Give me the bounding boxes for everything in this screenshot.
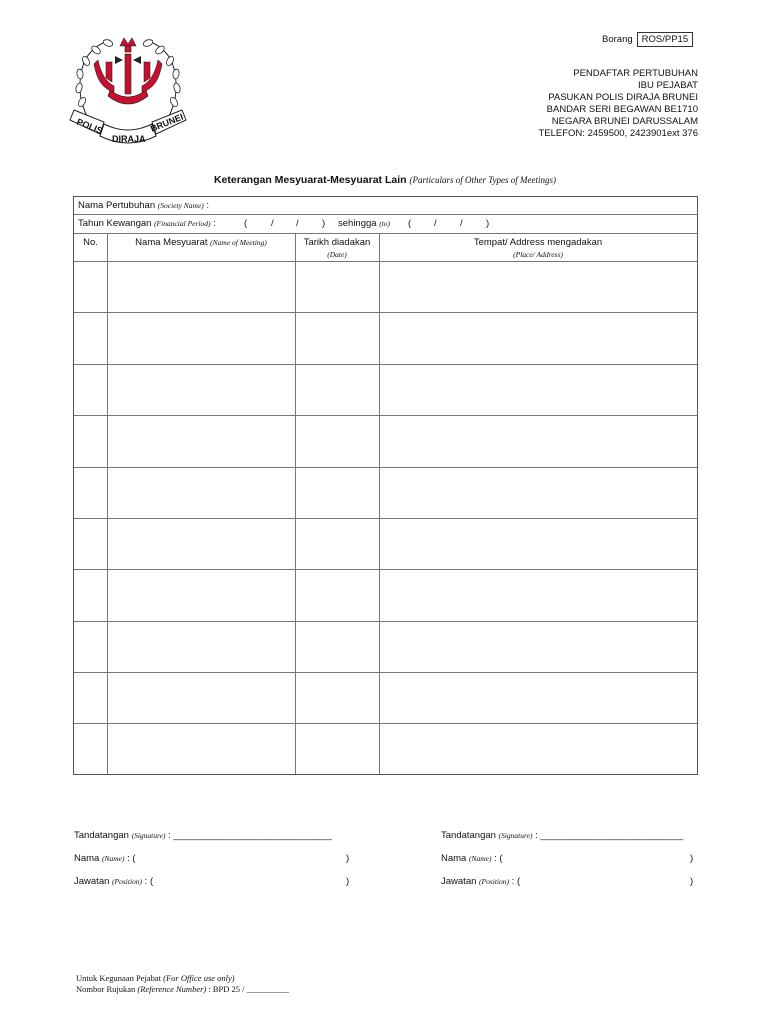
right-signature-line[interactable]: ___________________________ — [540, 830, 684, 841]
office-use-section — [76, 973, 289, 995]
financial-open-paren-2: ( — [408, 218, 412, 229]
column-header-no: No. — [83, 237, 98, 248]
logo-text-right: BRUNEI — [149, 111, 185, 134]
financial-until-label: sehingga — [338, 218, 377, 229]
column-header-place: Tempat/ Address mengadakan (Place/ Address) — [473, 237, 603, 259]
financial-until-group — [338, 218, 390, 229]
office-use-line: Untuk Kegunaan Pejabat (For Office use only) — [76, 973, 235, 983]
form-title-main: Keterangan Mesyuarat-Mesyuarat Lain — [213, 174, 407, 186]
form-code — [602, 32, 693, 47]
society-name-colon: : — [206, 200, 210, 211]
address-line: IBU PEJABAT — [637, 80, 698, 91]
left-position-field[interactable]: Jawatan (Position) : ( — [74, 876, 154, 887]
form-title-translation: (Particulars of Other Types of Meetings) — [409, 175, 557, 185]
column-header-meeting-name: Nama Mesyuarat (Name of Meeting) — [135, 237, 267, 248]
left-name-field[interactable]: Nama (Name) : ( — [74, 853, 136, 864]
address-line: TELEFON: 2459500, 2423901ext 376 — [538, 128, 698, 139]
society-name-label: Nama Pertubuhan — [78, 200, 156, 211]
financial-to-day-month-slash[interactable]: / — [434, 218, 437, 229]
right-position-close-paren: ) — [690, 876, 694, 887]
financial-close-paren: ) — [322, 218, 326, 229]
form-title — [0, 174, 770, 186]
society-name-translation: (Society Name) — [157, 201, 204, 210]
address-line: BANDAR SERI BEGAWAN BE1710 — [546, 104, 698, 115]
address-line: PENDAFTAR PERTUBUHAN — [573, 68, 698, 79]
column-header-date: Tarikh diadakan (Date) — [303, 237, 371, 259]
left-signature-line[interactable]: ______________________________ — [173, 830, 332, 841]
financial-period-colon: : — [213, 218, 216, 229]
form-code-label: Borang — [602, 34, 633, 45]
left-position-close-paren: ) — [346, 876, 350, 887]
left-name-close-paren: ) — [346, 853, 350, 864]
financial-from-month-year-slash[interactable]: / — [296, 218, 299, 229]
reference-number-field[interactable]: Nombor Rujukan (Reference Number) : BPD 25 / __________ — [76, 984, 290, 994]
right-position-field[interactable]: Jawatan (Position) : ( — [441, 876, 521, 887]
financial-open-paren: ( — [244, 218, 248, 229]
financial-close-paren-2: ) — [486, 218, 490, 229]
left-signature-field[interactable]: Tandatangan (Signature) : ______________________________ — [74, 830, 332, 841]
right-name-close-paren: ) — [690, 853, 694, 864]
logo-text-left: POLIS — [75, 116, 105, 136]
office-address — [538, 68, 698, 140]
right-name-field[interactable]: Nama (Name) : ( — [441, 853, 503, 864]
society-name-field[interactable] — [78, 200, 209, 211]
right-signature-field[interactable]: Tandatangan (Signature) : ___________________________ — [441, 830, 684, 841]
police-crest-logo — [68, 32, 188, 148]
financial-until-translation: (to) — [379, 219, 391, 228]
financial-period-translation: (Financial Period) — [154, 219, 211, 228]
address-line: NEGARA BRUNEI DARUSSALAM — [551, 116, 698, 127]
financial-to-month-year-slash[interactable]: / — [460, 218, 463, 229]
financial-period-label-group — [78, 218, 216, 229]
meetings-table — [73, 196, 698, 775]
financial-from-day-month-slash[interactable]: / — [271, 218, 274, 229]
address-line: PASUKAN POLIS DIRAJA BRUNEI — [548, 92, 698, 103]
logo-text-bottom: DIRAJA — [112, 134, 146, 144]
form-code-box: ROS/PP15 — [637, 32, 693, 47]
financial-period-label: Tahun Kewangan — [78, 218, 152, 229]
